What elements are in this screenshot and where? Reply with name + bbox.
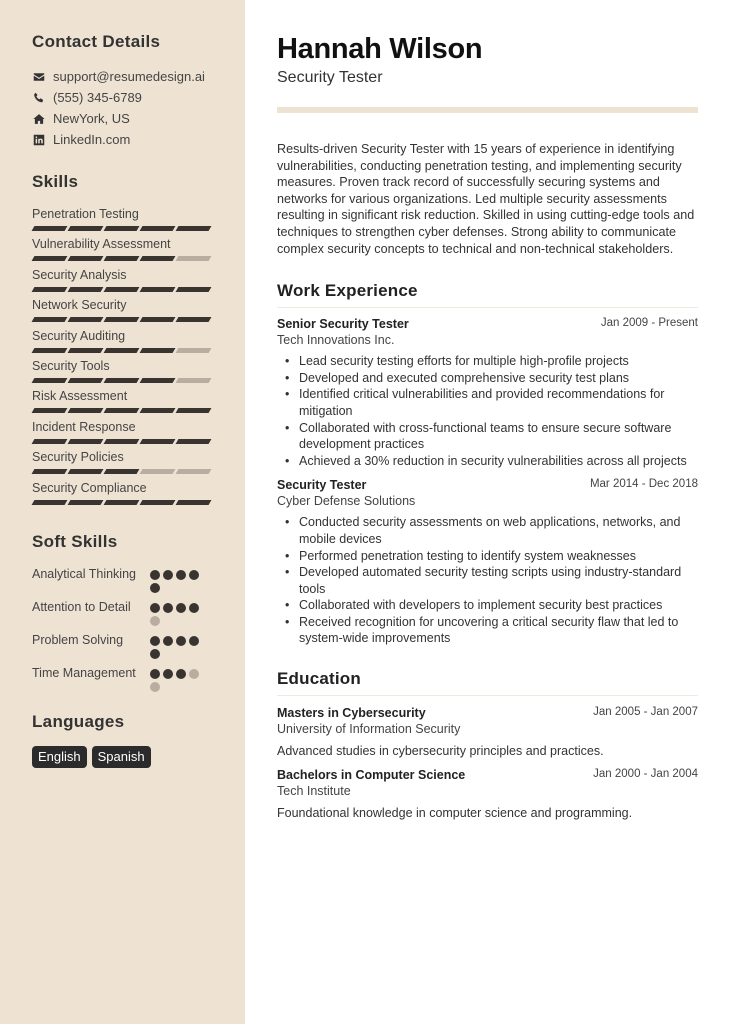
skill-level-bar bbox=[32, 439, 245, 444]
skill-level-segment bbox=[140, 348, 176, 353]
header-divider bbox=[277, 107, 698, 113]
job-entry bbox=[277, 317, 698, 469]
skill-level-segment bbox=[104, 439, 140, 444]
soft-skill-name: Problem Solving bbox=[32, 632, 124, 647]
skill-item bbox=[32, 358, 245, 388]
education-description: Foundational knowledge in computer science and programming. bbox=[277, 806, 633, 821]
contact-linkedin[interactable] bbox=[32, 129, 245, 150]
skill-level-segment bbox=[32, 287, 68, 292]
skill-level-segment bbox=[140, 408, 176, 413]
education-list bbox=[277, 706, 698, 820]
education-header bbox=[277, 768, 698, 782]
skill-level-segment bbox=[140, 469, 176, 474]
rating-dot bbox=[150, 570, 160, 580]
skill-level-segment bbox=[104, 226, 140, 231]
skill-item bbox=[32, 419, 245, 449]
job-company: Cyber Defense Solutions bbox=[277, 494, 416, 509]
job-bullet: • Developed and executed comprehensive security test plans bbox=[285, 370, 698, 387]
skill-level-segment bbox=[140, 500, 176, 505]
education-dates: Jan 2005 - Jan 2007 bbox=[593, 706, 698, 719]
rating-dot bbox=[150, 603, 160, 613]
skill-level-segment bbox=[176, 500, 212, 505]
school: University of Information Security bbox=[277, 722, 461, 737]
contact-location-text: NewYork, US bbox=[53, 111, 130, 126]
skill-item bbox=[32, 480, 245, 510]
soft-skills-list bbox=[32, 566, 245, 692]
soft-skill-item bbox=[32, 632, 245, 659]
skill-level-segment bbox=[104, 348, 140, 353]
soft-skill-rating bbox=[150, 599, 210, 626]
soft-skill-item bbox=[32, 566, 245, 593]
linkedin-icon bbox=[32, 133, 46, 147]
skill-name: Incident Response bbox=[32, 419, 136, 434]
skill-level-segment bbox=[32, 226, 68, 231]
skill-level-segment bbox=[32, 500, 68, 505]
contact-email-text: support@resumedesign.ai bbox=[53, 69, 205, 84]
skill-level-bar bbox=[32, 256, 245, 261]
skill-name: Penetration Testing bbox=[32, 207, 139, 221]
job-title: Senior Security Tester bbox=[277, 317, 409, 332]
skill-item bbox=[32, 267, 245, 297]
skill-name: Security Compliance bbox=[32, 480, 147, 495]
skill-level-segment bbox=[104, 500, 140, 505]
skill-level-segment bbox=[176, 469, 212, 474]
job-bullet: • Performed penetration testing to identify system weaknesses bbox=[285, 548, 698, 565]
skill-level-bar bbox=[32, 469, 245, 474]
contact-phone-text: (555) 345-6789 bbox=[53, 90, 142, 105]
skill-level-segment bbox=[32, 317, 68, 322]
rating-dot bbox=[163, 669, 173, 679]
job-bullets bbox=[277, 353, 698, 469]
envelope-icon bbox=[32, 70, 46, 84]
education-entry bbox=[277, 706, 698, 758]
job-dates: Jan 2009 - Present bbox=[600, 317, 698, 330]
skill-name: Vulnerability Assessment bbox=[32, 237, 171, 252]
skill-level-segment bbox=[32, 469, 68, 474]
contact-heading: Contact Details bbox=[32, 32, 161, 51]
education-description: Advanced studies in cybersecurity principles and practices. bbox=[277, 744, 604, 759]
skill-level-bar bbox=[32, 226, 245, 231]
job-bullet: • Achieved a 30% reduction in security vulnerabilities across all projects bbox=[285, 453, 698, 470]
languages-list bbox=[32, 746, 245, 768]
skill-level-segment bbox=[68, 378, 104, 383]
skill-level-segment bbox=[176, 348, 212, 353]
skill-level-segment bbox=[140, 256, 176, 261]
skill-level-segment bbox=[140, 439, 176, 444]
skill-level-segment bbox=[176, 226, 212, 231]
rating-dot bbox=[150, 616, 160, 626]
candidate-name: Hannah Wilson bbox=[277, 33, 483, 65]
degree: Masters in Cybersecurity bbox=[277, 706, 426, 721]
job-title: Security Tester bbox=[277, 478, 367, 493]
soft-skill-name: Time Management bbox=[32, 665, 136, 680]
skill-level-bar bbox=[32, 408, 245, 413]
skill-level-segment bbox=[176, 287, 212, 292]
degree: Bachelors in Computer Science bbox=[277, 768, 466, 783]
rating-dot bbox=[150, 636, 160, 646]
skill-level-segment bbox=[68, 287, 104, 292]
skill-level-segment bbox=[176, 317, 212, 322]
soft-skills-heading: Soft Skills bbox=[32, 531, 118, 551]
skill-level-bar bbox=[32, 500, 245, 505]
skill-level-segment bbox=[140, 287, 176, 292]
home-icon bbox=[32, 112, 46, 126]
skill-level-segment bbox=[32, 378, 68, 383]
skill-level-segment bbox=[140, 378, 176, 383]
job-dates: Mar 2014 - Dec 2018 bbox=[589, 478, 698, 491]
soft-skill-item bbox=[32, 665, 245, 692]
skill-level-segment bbox=[104, 317, 140, 322]
soft-skill-name: Attention to Detail bbox=[32, 599, 131, 614]
job-bullet: • Collaborated with cross-functional teams to ensure secure software development practices bbox=[285, 420, 698, 453]
skill-level-segment bbox=[32, 439, 68, 444]
rating-dot bbox=[163, 636, 173, 646]
rating-dot bbox=[189, 636, 199, 646]
skill-level-segment bbox=[140, 317, 176, 322]
skill-level-bar bbox=[32, 378, 245, 383]
rating-dot bbox=[176, 669, 186, 679]
job-bullet: • Identified critical vulnerabilities and provided recommendations for mitigation bbox=[285, 386, 698, 419]
rating-dot bbox=[150, 669, 160, 679]
school: Tech Institute bbox=[277, 784, 351, 799]
job-header bbox=[277, 478, 698, 492]
summary: Results-driven Security Tester with 15 years of experience in identifying vulnerabilities, conducting penetration testing, and implementing security measures. Proven track record of successfully securing systems and networks for various organizations. Led multiple security assessments resulting in significant risk reduction. Skilled in using cutting-edge tools and techniques to strengthen cyber defenses. Strong ability to communicate complex security concepts to technical and non-technical stakeholders. bbox=[277, 142, 695, 256]
skill-item bbox=[32, 297, 245, 327]
rating-dot bbox=[163, 603, 173, 613]
skill-level-segment bbox=[32, 256, 68, 261]
skill-level-segment bbox=[32, 408, 68, 413]
education-heading: Education bbox=[277, 669, 698, 696]
skill-level-segment bbox=[68, 348, 104, 353]
contact-email[interactable] bbox=[32, 66, 245, 87]
rating-dot bbox=[176, 603, 186, 613]
skill-item bbox=[32, 449, 245, 479]
skill-level-segment bbox=[104, 378, 140, 383]
skill-level-segment bbox=[68, 408, 104, 413]
job-entry bbox=[277, 478, 698, 647]
rating-dot bbox=[150, 583, 160, 593]
skill-level-bar bbox=[32, 287, 245, 292]
rating-dot bbox=[189, 603, 199, 613]
work-heading: Work Experience bbox=[277, 281, 698, 308]
language-badge: English bbox=[32, 746, 87, 768]
skill-level-segment bbox=[104, 256, 140, 261]
skill-level-segment bbox=[140, 226, 176, 231]
skills-heading: Skills bbox=[32, 172, 79, 191]
job-bullet: • Lead security testing efforts for multiple high-profile projects bbox=[285, 353, 698, 370]
rating-dot bbox=[189, 570, 199, 580]
skill-level-segment bbox=[176, 378, 212, 383]
skill-level-segment bbox=[32, 348, 68, 353]
skill-level-segment bbox=[104, 469, 140, 474]
rating-dot bbox=[189, 669, 199, 679]
education-entry bbox=[277, 768, 698, 820]
job-header bbox=[277, 317, 698, 331]
skill-level-segment bbox=[104, 408, 140, 413]
skill-name: Security Auditing bbox=[32, 328, 126, 343]
job-company: Tech Innovations Inc. bbox=[277, 333, 395, 348]
skill-item bbox=[32, 236, 245, 266]
skill-level-segment bbox=[176, 256, 212, 261]
skill-name: Security Policies bbox=[32, 450, 124, 465]
job-bullet: • Developed automated security testing scripts using industry-standard tools bbox=[285, 564, 698, 597]
candidate-title: Security Tester bbox=[277, 69, 383, 86]
soft-skill-item bbox=[32, 599, 245, 626]
education-dates: Jan 2000 - Jan 2004 bbox=[593, 768, 698, 781]
skill-name: Security Analysis bbox=[32, 267, 127, 282]
education-header bbox=[277, 706, 698, 720]
skill-level-bar bbox=[32, 317, 245, 322]
skill-level-bar bbox=[32, 348, 245, 353]
job-bullet: • Conducted security assessments on web applications, networks, and mobile devices bbox=[285, 514, 698, 547]
contact-list bbox=[32, 66, 245, 150]
skill-level-segment bbox=[68, 317, 104, 322]
skill-item bbox=[32, 388, 245, 418]
soft-skill-name: Analytical Thinking bbox=[32, 566, 136, 581]
skill-name: Security Tools bbox=[32, 358, 110, 373]
skill-item bbox=[32, 328, 245, 358]
skill-name: Network Security bbox=[32, 298, 127, 313]
work-list bbox=[277, 317, 698, 647]
skill-level-segment bbox=[176, 408, 212, 413]
job-bullet: • Collaborated with developers to implement security best practices bbox=[285, 597, 698, 614]
rating-dot bbox=[176, 570, 186, 580]
job-bullet: • Received recognition for uncovering a critical security flaw that led to system-wide improvements bbox=[285, 614, 698, 647]
skill-name: Risk Assessment bbox=[32, 389, 128, 404]
rating-dot bbox=[150, 682, 160, 692]
main-content bbox=[277, 32, 698, 820]
contact-location bbox=[32, 108, 245, 129]
contact-linkedin-text: LinkedIn.com bbox=[53, 132, 131, 147]
soft-skill-rating bbox=[150, 632, 210, 659]
skill-level-segment bbox=[104, 287, 140, 292]
rating-dot bbox=[163, 570, 173, 580]
soft-skill-rating bbox=[150, 665, 210, 692]
rating-dot bbox=[150, 649, 160, 659]
soft-skill-rating bbox=[150, 566, 210, 593]
skill-level-segment bbox=[68, 226, 104, 231]
phone-icon bbox=[32, 91, 46, 105]
languages-heading: Languages bbox=[32, 711, 125, 731]
skill-level-segment bbox=[68, 469, 104, 474]
skill-level-segment bbox=[176, 439, 212, 444]
skill-level-segment bbox=[68, 256, 104, 261]
sidebar bbox=[0, 0, 245, 1024]
job-bullets bbox=[277, 514, 698, 647]
skill-level-segment bbox=[68, 500, 104, 505]
skill-item bbox=[32, 206, 245, 236]
skill-level-segment bbox=[68, 439, 104, 444]
rating-dot bbox=[176, 636, 186, 646]
contact-phone[interactable] bbox=[32, 87, 245, 108]
skills-list bbox=[32, 206, 245, 510]
language-badge: Spanish bbox=[92, 746, 151, 768]
